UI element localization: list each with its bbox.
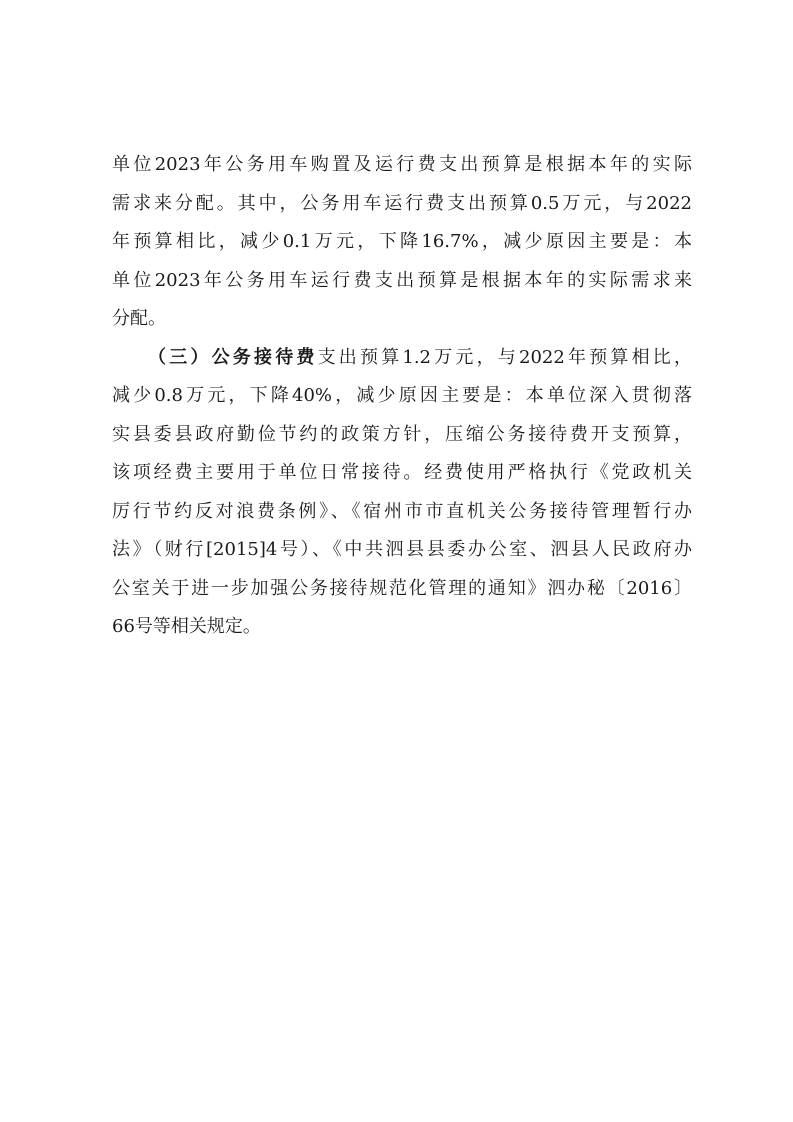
text-line: 年预算相比，减少0.1万元，下降16.7%，减少原因主要是：本	[112, 231, 692, 252]
paragraph-reception-expense	[112, 339, 692, 647]
text-line: 公室关于进一步加强公务接待规范化管理的通知》泗办秘〔2016〕	[112, 577, 692, 599]
paragraph-vehicle-expense	[112, 146, 692, 339]
text-line: 需求来分配。其中，公务用车运行费支出预算0.5万元，与2022	[112, 192, 692, 214]
text-line: 单位2023年公务用车购置及运行费支出预算是根据本年的实际	[112, 154, 692, 175]
text-line: 该项经费主要用于单位日常接待。经费使用严格执行《党政机关	[112, 462, 692, 483]
document-body	[112, 146, 692, 647]
text-line: 法》（财行[2015]4号）、《中共泗县县委办公室、泗县人民政府办	[112, 539, 692, 560]
heading-line-text: 支出预算1.2万元，与2022年预算相比，	[317, 346, 693, 368]
text-line	[112, 339, 692, 378]
text-line: 66号等相关规定。	[112, 616, 261, 637]
text-line: 实县委县政府勤俭节约的政策方针，压缩公务接待费开支预算，	[112, 423, 692, 445]
text-line: 减少0.8万元，下降40%，减少原因主要是：本单位深入贯彻落	[112, 385, 692, 406]
text-line: 分配。	[112, 308, 166, 329]
text-line: 单位2023年公务用车运行费支出预算是根据本年的实际需求来	[112, 269, 692, 291]
section-heading: （三）公务接待费	[148, 346, 318, 368]
text-line: 厉行节约反对浪费条例》、《宿州市市直机关公务接待管理暂行办	[112, 500, 692, 522]
